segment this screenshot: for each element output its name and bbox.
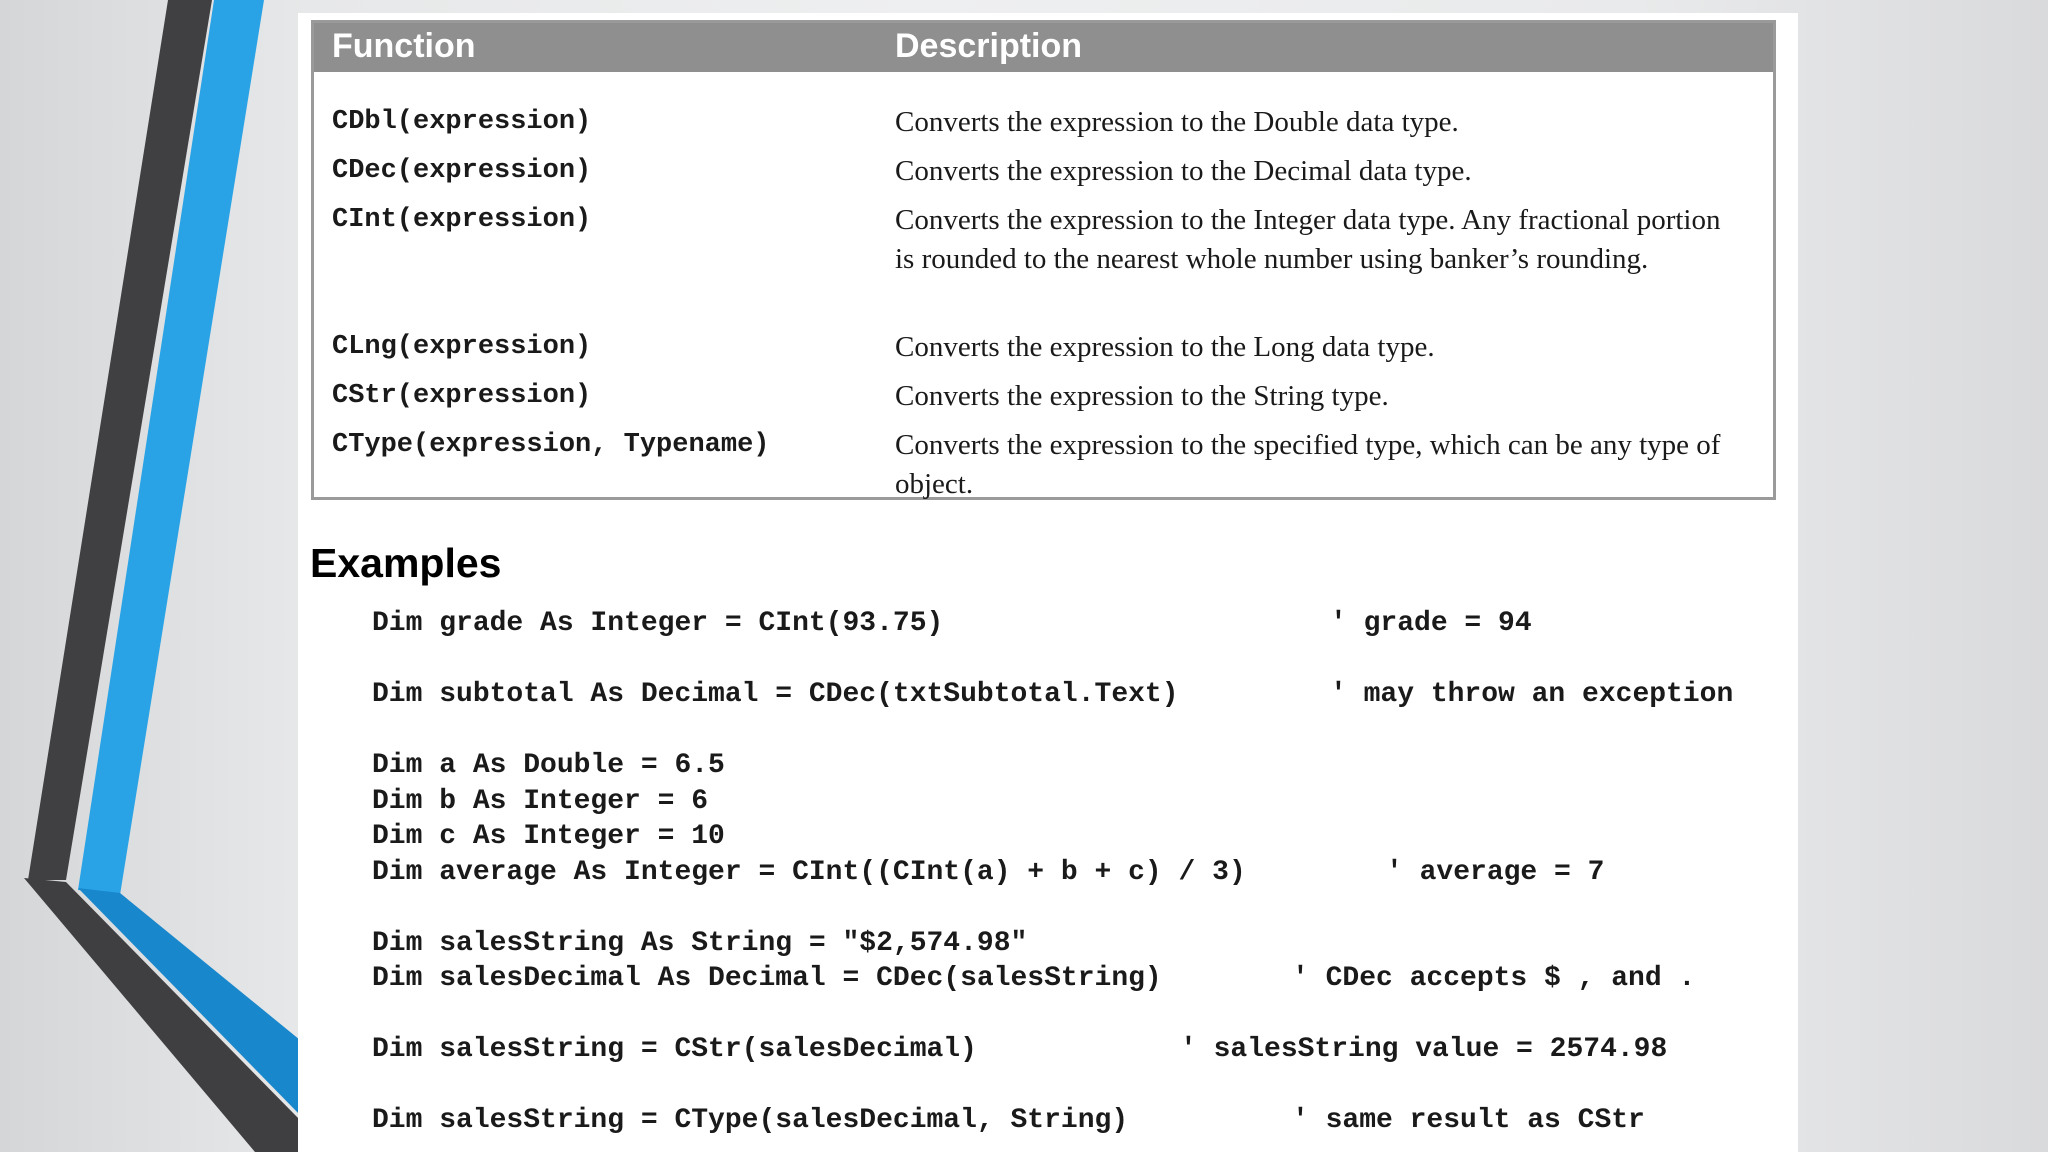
table-header	[314, 23, 1773, 72]
code-line: Dim average As Integer = CInt((CInt(a) + b + c) / 3)	[372, 857, 1246, 888]
code-comment: ' CDec accepts $ , and .	[1292, 963, 1696, 994]
code-line: Dim salesString As String = "$2,574.98"	[372, 928, 1028, 959]
code-comment: ' salesString value = 2574.98	[1180, 1034, 1668, 1065]
code-comment: ' same result as CStr	[1292, 1105, 1645, 1136]
function-cell: CLng(expression)	[332, 332, 592, 362]
description-cell: Converts the expression to the Long data type.	[895, 331, 1435, 363]
code-line: Dim a As Double = 6.5	[372, 750, 725, 781]
function-cell: CStr(expression)	[332, 381, 592, 411]
description-cell: Converts the expression to the String type.	[895, 380, 1389, 412]
function-cell: CInt(expression)	[332, 205, 592, 235]
description-cell: Converts the expression to the Double data type.	[895, 106, 1459, 138]
code-line: Dim subtotal As Decimal = CDec(txtSubtotal.Text)	[372, 679, 1179, 710]
code-line: Dim grade As Integer = CInt(93.75)	[372, 608, 944, 639]
function-cell: CDec(expression)	[332, 156, 592, 186]
code-line: Dim salesString = CType(salesDecimal, String)	[372, 1105, 1129, 1136]
function-cell: CType(expression, Typename)	[332, 430, 770, 460]
code-line: Dim salesString = CStr(salesDecimal)	[372, 1034, 977, 1065]
examples-heading: Examples	[310, 540, 502, 586]
description-cell: Converts the expression to the Integer data type. Any fractional portion is rounded to the nearest whole number using banker’s rounding.	[895, 204, 1721, 275]
description-cell: Converts the expression to the Decimal data type.	[895, 155, 1472, 187]
function-cell: CDbl(expression)	[332, 107, 592, 137]
header-function: Function	[332, 27, 476, 65]
code-comment: ' average = 7	[1386, 857, 1605, 888]
code-line: Dim salesDecimal As Decimal = CDec(salesString)	[372, 963, 1162, 994]
code-line: Dim c As Integer = 10	[372, 821, 725, 852]
conversion-functions-table	[311, 20, 1776, 500]
header-description: Description	[895, 27, 1083, 65]
code-comment: ' grade = 94	[1330, 608, 1532, 639]
code-comment: ' may throw an exception	[1330, 679, 1734, 710]
code-line: Dim b As Integer = 6	[372, 786, 709, 817]
description-cell: Converts the expression to the specified type, which can be any type of object.	[895, 429, 1721, 500]
decor-blue-diagonal	[78, 888, 300, 1115]
